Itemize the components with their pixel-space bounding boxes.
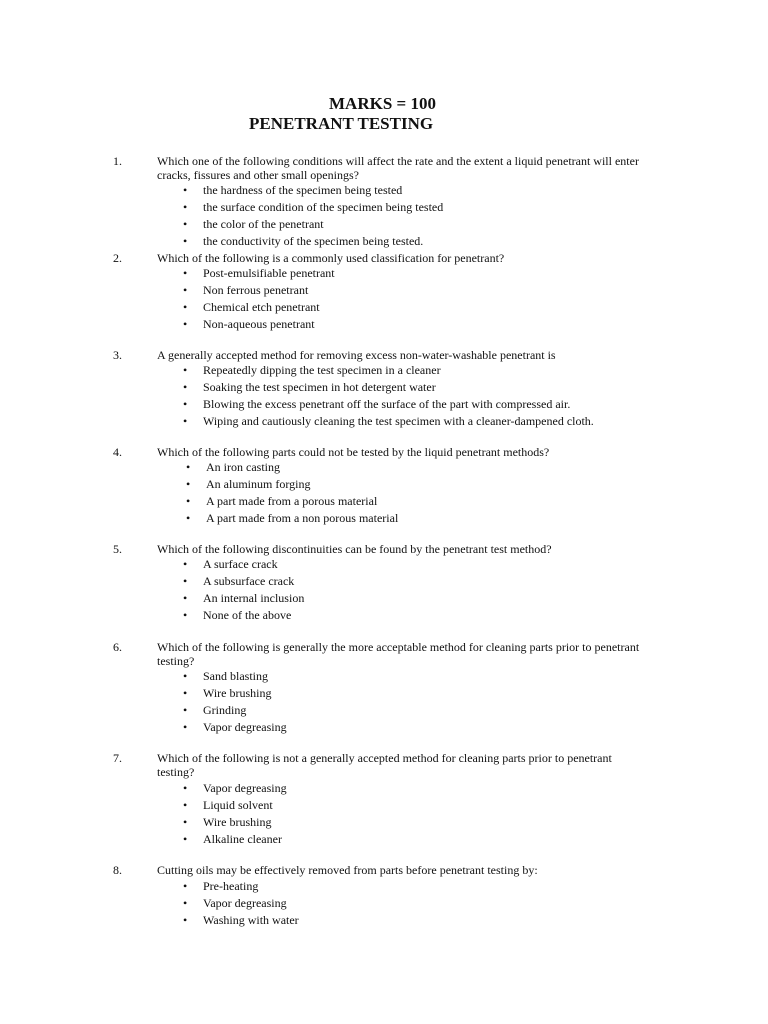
question-text: Which of the following parts could not be tested by the liquid penetrant methods? [157, 445, 550, 459]
bullet-icon: • [183, 591, 188, 605]
question-text: A generally accepted method for removing excess non-water-washable penetrant is [157, 348, 556, 362]
option-item [0, 798, 768, 814]
option-item [0, 879, 768, 895]
question-number: 2. [113, 251, 122, 265]
marks-heading: MARKS = 100 [329, 94, 436, 113]
option-item [0, 397, 768, 413]
option-item [0, 608, 768, 624]
bullet-icon: • [183, 397, 188, 411]
bullet-icon: • [183, 414, 188, 428]
option-text: Alkaline cleaner [203, 832, 282, 846]
option-text: A part made from a porous material [206, 494, 378, 508]
option-item [0, 832, 768, 848]
bullet-icon: • [183, 363, 188, 377]
bullet-icon: • [183, 669, 188, 683]
option-text: Repeatedly dipping the test specimen in a cleaner [203, 363, 441, 377]
bullet-icon: • [183, 703, 188, 717]
page-title: PENETRANT TESTING [249, 114, 434, 133]
option-text: Wire brushing [203, 686, 272, 700]
option-item [0, 494, 768, 510]
option-text: Vapor degreasing [203, 781, 287, 795]
option-item [0, 815, 768, 831]
option-text: None of the above [203, 608, 292, 622]
option-text: Non-aqueous penetrant [203, 317, 315, 331]
option-item [0, 266, 768, 282]
option-item [0, 669, 768, 685]
option-item [0, 234, 768, 250]
option-item [0, 781, 768, 797]
option-text: the conductivity of the specimen being tested. [203, 234, 424, 248]
option-text: Vapor degreasing [203, 720, 287, 734]
option-item [0, 300, 768, 316]
option-item [0, 477, 768, 493]
option-item [0, 686, 768, 702]
option-text: Non ferrous penetrant [203, 283, 309, 297]
bullet-icon: • [183, 608, 188, 622]
bullet-icon: • [183, 266, 188, 280]
bullet-icon: • [183, 557, 188, 571]
question-number: 4. [113, 445, 122, 459]
bullet-icon: • [183, 217, 188, 231]
option-item [0, 703, 768, 719]
option-item [0, 183, 768, 199]
option-text: Wire brushing [203, 815, 272, 829]
question-text: Which one of the following conditions will affect the rate and the extent a liquid penetrant will enter cracks, fissures and other small openings? [157, 154, 639, 182]
bullet-icon: • [183, 832, 188, 846]
bullet-icon: • [186, 511, 191, 525]
bullet-icon: • [183, 183, 188, 197]
option-text: A part made from a non porous material [206, 511, 399, 525]
question-text: Cutting oils may be effectively removed from parts before penetrant testing by: [157, 863, 538, 877]
option-item [0, 217, 768, 233]
option-item [0, 283, 768, 299]
option-text: Pre-heating [203, 879, 259, 893]
option-text: Post-emulsifiable penetrant [203, 266, 335, 280]
bullet-icon: • [183, 300, 188, 314]
option-item [0, 574, 768, 590]
option-item [0, 460, 768, 476]
option-text: Sand blasting [203, 669, 268, 683]
option-text: the color of the penetrant [203, 217, 324, 231]
option-text: the hardness of the specimen being tested [203, 183, 403, 197]
bullet-icon: • [183, 283, 188, 297]
option-text: Vapor degreasing [203, 896, 287, 910]
option-text: Soaking the test specimen in hot detergent water [203, 380, 436, 394]
bullet-icon: • [183, 781, 188, 795]
option-text: An aluminum forging [206, 477, 311, 491]
option-text: A surface crack [203, 557, 278, 571]
question-text: Which of the following is a commonly used classification for penetrant? [157, 251, 505, 265]
bullet-icon: • [186, 477, 191, 491]
option-text: Chemical etch penetrant [203, 300, 320, 314]
question-number: 3. [113, 348, 122, 362]
bullet-icon: • [186, 460, 191, 474]
bullet-icon: • [183, 317, 188, 331]
option-item [0, 557, 768, 573]
bullet-icon: • [183, 815, 188, 829]
bullet-icon: • [183, 380, 188, 394]
question-number: 5. [113, 542, 122, 556]
option-item [0, 317, 768, 333]
bullet-icon: • [186, 494, 191, 508]
bullet-icon: • [183, 879, 188, 893]
question-text: Which of the following discontinuities can be found by the penetrant test method? [157, 542, 552, 556]
bullet-icon: • [183, 913, 188, 927]
option-text: Grinding [203, 703, 247, 717]
option-text: An iron casting [206, 460, 280, 474]
question-number: 7. [113, 751, 122, 765]
option-item [0, 896, 768, 912]
question-number: 6. [113, 640, 122, 654]
bullet-icon: • [183, 200, 188, 214]
option-text: An internal inclusion [203, 591, 305, 605]
question-text: Which of the following is not a generally accepted method for cleaning parts prior to penetrant testing? [157, 751, 612, 779]
option-text: A subsurface crack [203, 574, 295, 588]
option-text: Blowing the excess penetrant off the surface of the part with compressed air. [203, 397, 571, 411]
option-item [0, 380, 768, 396]
bullet-icon: • [183, 720, 188, 734]
bullet-icon: • [183, 686, 188, 700]
option-item [0, 200, 768, 216]
option-text: Liquid solvent [203, 798, 273, 812]
bullet-icon: • [183, 574, 188, 588]
option-item [0, 414, 768, 430]
question-number: 8. [113, 863, 122, 877]
question-text: Which of the following is generally the more acceptable method for cleaning parts prior to penetrant testing? [157, 640, 640, 668]
option-text: Wiping and cautiously cleaning the test specimen with a cleaner-dampened cloth. [203, 414, 594, 428]
question-number: 1. [113, 154, 122, 168]
option-item [0, 363, 768, 379]
option-text: Washing with water [203, 913, 299, 927]
option-item [0, 511, 768, 527]
option-item [0, 591, 768, 607]
bullet-icon: • [183, 798, 188, 812]
option-text: the surface condition of the specimen being tested [203, 200, 444, 214]
option-item [0, 720, 768, 736]
bullet-icon: • [183, 234, 188, 248]
bullet-icon: • [183, 896, 188, 910]
option-item [0, 913, 768, 929]
